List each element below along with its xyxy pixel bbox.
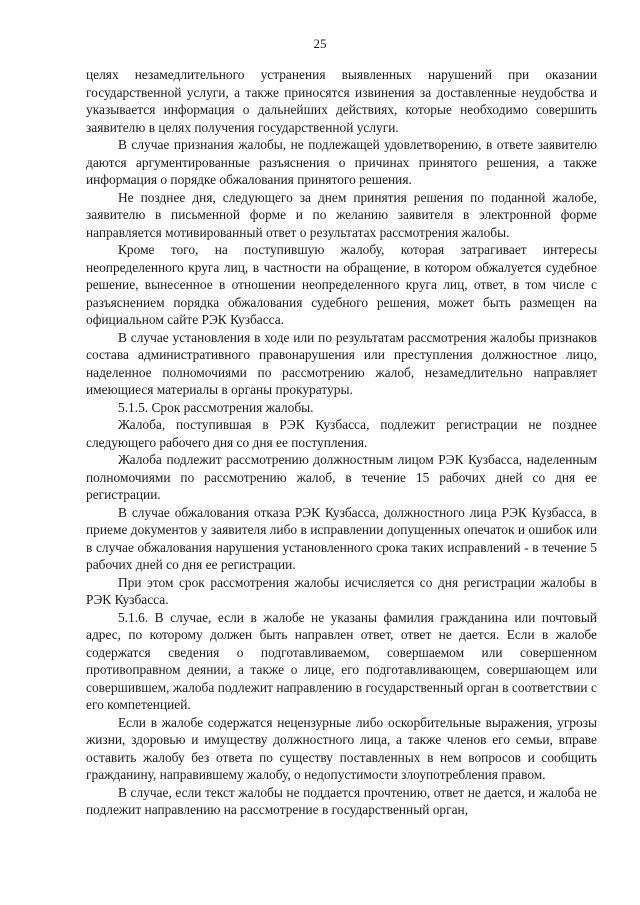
document-body bbox=[86, 66, 597, 819]
paragraph: При этом срок рассмотрения жалобы исчисляется со дня регистрации жалобы в РЭК Кузбасса. bbox=[86, 574, 597, 607]
page-number: 25 bbox=[313, 36, 327, 51]
paragraph: В случае установления в ходе или по результатам рассмотрения жалобы признаков состава административного правонарушения или преступления должностное лицо, наделенное полномочиями по рассмотрению жалоб, незамедлительно направляет имеющиеся материалы в органы прокуратуры. bbox=[86, 329, 597, 397]
section-heading: 5.1.5. Срок рассмотрения жалобы. bbox=[118, 399, 314, 415]
paragraph: Не позднее дня, следующего за днем принятия решения по поданной жалобе, заявителю в письменной форме и по желанию заявителя в электронной форме направляется мотивированный ответ о результатах рассмотрения жалобы. bbox=[86, 189, 597, 240]
paragraph: Жалоба подлежит рассмотрению должностным лицом РЭК Кузбасса, наделенным полномочиями по рассмотрению жалоб, в течение 15 рабочих дней со дня ее регистрации. bbox=[86, 452, 597, 502]
paragraph: В случае обжалования отказа РЭК Кузбасса, должностного лица РЭК Кузбасса, в приеме документов у заявителя либо в исправлении допущенных опечаток и ошибок или в случае обжалования нарушения установленного срока таких исправлений - в течение 5 рабочих дней со дня ее регистрации. bbox=[86, 504, 597, 572]
paragraph: Если в жалобе содержатся нецензурные либо оскорбительные выражения, угрозы жизни, здоровью и имуществу должностного лица, а также членов его семьи, вправе оставить жалобу без ответа по существу поставленных в нем вопросов и сообщить гражданину, направившему жалобу, о недопустимости злоупотребления правом. bbox=[86, 714, 597, 782]
paragraph: В случае признания жалобы, не подлежащей удовлетворению, в ответе заявителю даются аргументированные разъяснения о причинах принятого решения, а также информация о порядке обжалования принятого решения. bbox=[86, 137, 597, 187]
paragraph: В случае, если текст жалобы не поддается прочтению, ответ не дается, и жалоба не подлежит направлению на рассмотрение в государственный орган, bbox=[86, 784, 597, 817]
paragraph: 5.1.6. В случае, если в жалобе не указаны фамилия гражданина или почтовый адрес, по которому должен быть направлен ответ, ответ не дается. Если в жалобе содержатся сведения о подготавливаемом, совершаемом или совершенном противоправном деянии, а также о лице, его подготавливающем, совершающем или совершившем, жалоба подлежит направлению в государственный орган в соответствии с его компетенцией. bbox=[86, 609, 597, 712]
paragraph: Кроме того, на поступившую жалобу, которая затрагивает интересы неопределенного круга лиц, в частности на обращение, в котором обжалуется судебное решение, вынесенное в отношении неопределенного круга лиц, ответ, в том числе с разъяснением порядка обжалования судебного решения, может быть размещен на официальном сайте РЭК Кузбасса. bbox=[86, 242, 597, 327]
paragraph: целях незамедлительного устранения выявленных нарушений при оказании государственной услуги, а также приносятся извинения за доставленные неудобства и указывается информация о дальнейших действиях, которые необходимо совершить заявителю в целях получения государственной услуги. bbox=[86, 67, 597, 135]
paragraph: Жалоба, поступившая в РЭК Кузбасса, подлежит регистрации не позднее следующего рабочего дня со дня ее поступления. bbox=[86, 417, 597, 450]
